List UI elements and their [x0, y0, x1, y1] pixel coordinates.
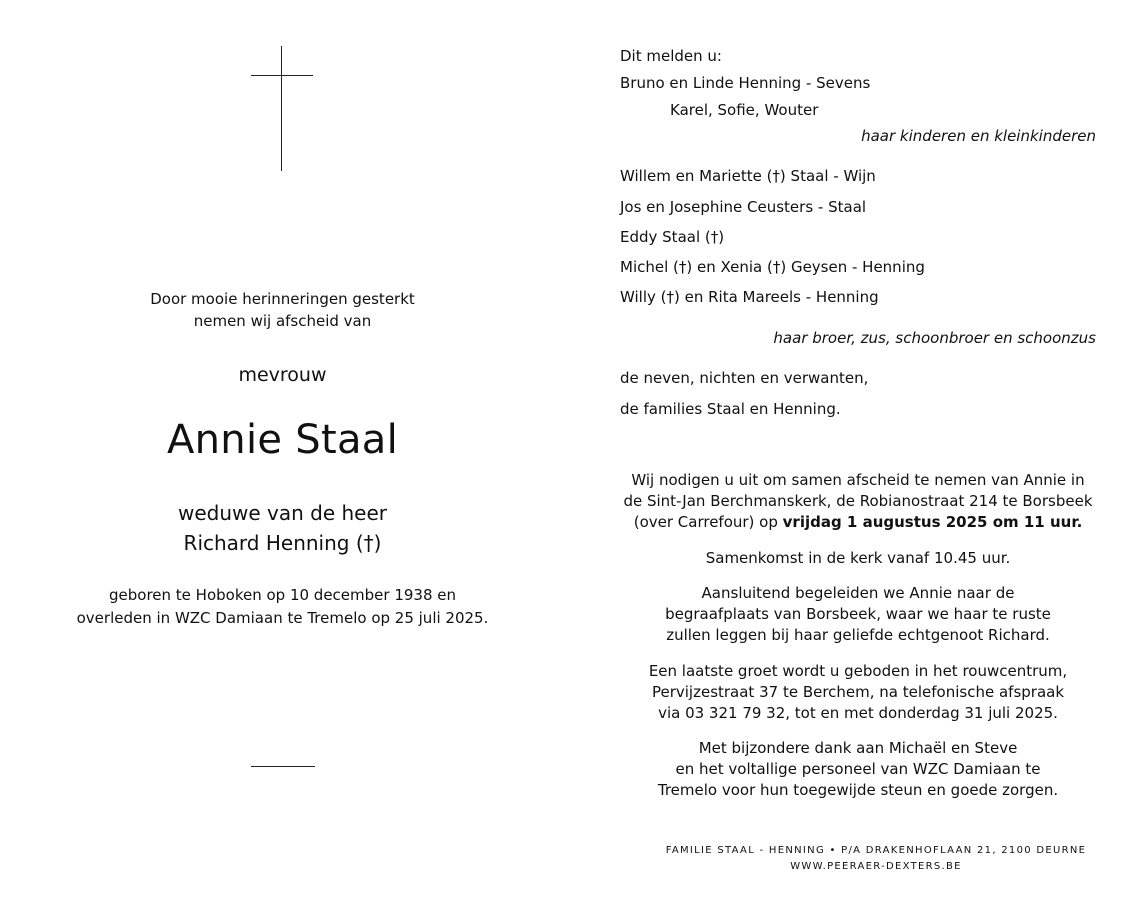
invitation-venue-note: (over Carrefour) op	[633, 513, 783, 531]
cross-icon	[251, 46, 313, 172]
sibling-line: Michel (†) en Xenia (†) Geysen - Henning	[620, 258, 925, 276]
divider	[251, 766, 315, 767]
thanks-text	[620, 738, 1096, 801]
sibling-line: Willem en Mariette (†) Staal - Wijn	[620, 167, 876, 185]
footer	[638, 843, 1114, 875]
dates-line: overleden in WZC Damiaan te Tremelo op 25 juli 2025.	[76, 609, 489, 627]
widow-text	[0, 498, 565, 558]
sibling-line: Jos en Josephine Ceusters - Staal	[620, 198, 867, 216]
visit-line: via 03 321 79 32, tot en met donderdag 31 juli 2025.	[658, 704, 1058, 722]
announce-text: Dit melden u:	[620, 47, 722, 65]
children-line: Bruno en Linde Henning - Sevens	[620, 74, 871, 92]
burial-line: begraafplaats van Borsbeek, waar we haar te ruste	[665, 605, 1051, 623]
dates-line: geboren te Hoboken op 10 december 1938 en	[109, 586, 456, 604]
siblings-caption: haar broer, zus, schoonbroer en schoonzus	[773, 329, 1096, 347]
intro-text	[0, 288, 565, 332]
thanks-line: en het voltallige personeel van WZC Damiaan te	[675, 760, 1041, 778]
widow-line: Richard Henning (†)	[183, 531, 382, 555]
thanks-line: Tremelo voor hun toegewijde steun en goede zorgen.	[657, 781, 1059, 799]
footer-address: FAMILIE STAAL - HENNING • P/A DRAKENHOFLAAN 21, 2100 DEURNE	[665, 845, 1087, 856]
gathering-text: Samenkomst in de kerk vanaf 10.45 uur.	[705, 549, 1011, 567]
grandchildren-line: Karel, Sofie, Wouter	[670, 101, 819, 119]
burial-line: zullen leggen bij haar geliefde echtgenoot Richard.	[666, 626, 1050, 644]
children-caption: haar kinderen en kleinkinderen	[861, 127, 1096, 145]
right-panel	[620, 0, 1096, 920]
sibling-line: Eddy Staal (†)	[620, 228, 725, 246]
burial-line: Aansluitend begeleiden we Annie naar de	[701, 584, 1015, 602]
relatives-line: de families Staal en Henning.	[620, 400, 841, 418]
sibling-line: Willy (†) en Rita Mareels - Henning	[620, 288, 879, 306]
thanks-line: Met bijzondere dank aan Michaël en Steve	[698, 739, 1018, 757]
visit-line: Een laatste groet wordt u geboden in het rouwcentrum,	[648, 662, 1068, 680]
visit-line: Pervijzestraat 37 te Berchem, na telefonische afspraak	[651, 683, 1065, 701]
birth-death-text	[0, 584, 565, 630]
invitation-line: de Sint-Jan Berchmanskerk, de Robianostraat 214 te Borsbeek	[623, 492, 1093, 510]
intro-line: Door mooie herinneringen gesterkt	[150, 290, 415, 308]
intro-line: nemen wij afscheid van	[193, 312, 372, 330]
widow-line: weduwe van de heer	[177, 501, 388, 525]
deceased-name: Annie Staal	[166, 417, 398, 463]
footer-website: WWW.PEERAER-DEXTERS.BE	[790, 861, 962, 872]
salutation: mevrouw	[238, 364, 327, 386]
visit-text	[620, 661, 1096, 724]
ceremony-date: vrijdag 1 augustus 2025 om 11 uur.	[782, 513, 1083, 531]
relatives-line: de neven, nichten en verwanten,	[620, 369, 869, 387]
invitation-line: Wij nodigen u uit om samen afscheid te nemen van Annie in	[631, 471, 1085, 489]
invitation-text	[620, 470, 1096, 533]
burial-text	[620, 583, 1096, 646]
left-panel	[0, 0, 565, 920]
invitation-line	[620, 512, 1096, 533]
